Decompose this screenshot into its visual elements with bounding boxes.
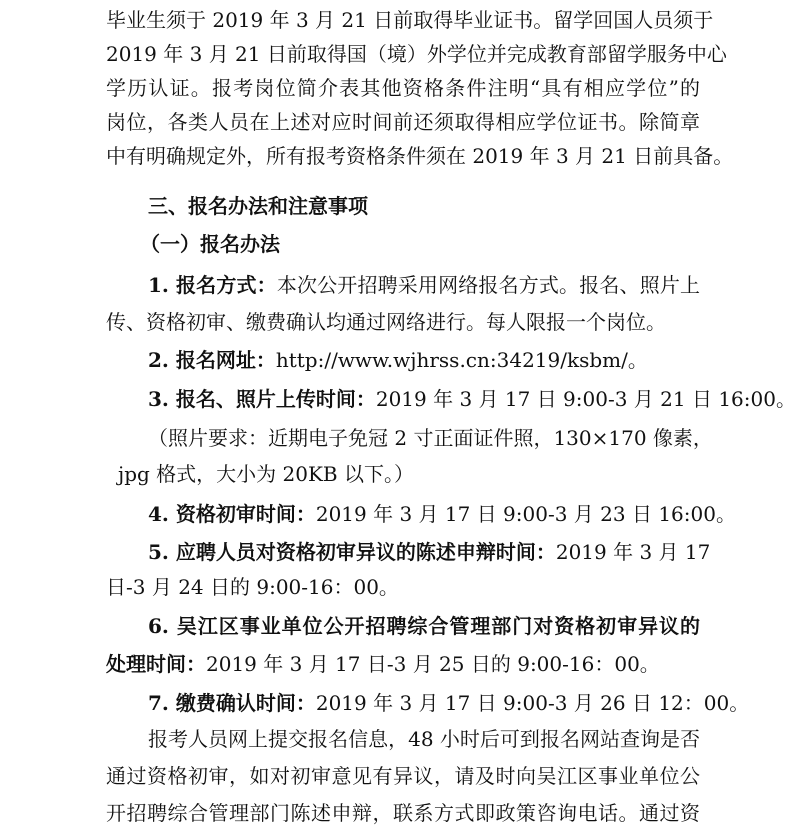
- subheading: （一）报名办法: [140, 232, 280, 256]
- body-line-1: 毕业生须于 2019 年 3 月 21 日前取得毕业证书。留学回国人员须于: [106, 8, 714, 32]
- item-5-line-1: [148, 535, 711, 569]
- item-1-line-1: [148, 268, 700, 302]
- item-3-note-line-1: （照片要求：近期电子免冠 2 寸正面证件照，130×170 像素，: [148, 426, 713, 450]
- item-6-line-1: 6. 吴江区事业单位公开招聘综合管理部门对资格初审异议的: [148, 614, 700, 638]
- closing-line-3: 开招聘综合管理部门陈述申辩，联系方式即政策咨询电话。通过资: [106, 801, 700, 825]
- item-7: [148, 686, 750, 720]
- item-4: [148, 497, 736, 531]
- item-3-label: 3. 报名、照片上传时间：: [148, 387, 376, 411]
- body-line-2: 2019 年 3 月 21 日前取得国（境）外学位并完成教育部留学服务中心: [106, 42, 727, 66]
- item-1-label: 1. 报名方式：: [148, 273, 277, 297]
- section-heading: 三、报名办法和注意事项: [148, 194, 368, 218]
- item-5-label: 5. 应聘人员对资格初审异议的陈述申辩时间：: [148, 540, 556, 564]
- closing-line-2: 通过资格初审，如对初审意见有异议，请及时向吴江区事业单位公: [106, 764, 700, 788]
- body-line-5: 中有明确规定外，所有报考资格条件须在 2019 年 3 月 21 日前具备。: [106, 144, 734, 168]
- item-7-text: 2019 年 3 月 17 日 9:00-3 月 26 日 12：00。: [315, 691, 750, 715]
- item-4-text: 2019 年 3 月 17 日 9:00-3 月 23 日 16:00。: [315, 502, 736, 526]
- item-1-line-2: 传、资格初审、缴费确认均通过网络进行。每人限报一个岗位。: [106, 310, 666, 334]
- item-2-label: 2. 报名网址：: [148, 348, 276, 372]
- item-7-label: 7. 缴费确认时间：: [148, 691, 316, 715]
- item-3: [148, 382, 796, 416]
- item-4-label: 4. 资格初审时间：: [148, 502, 316, 526]
- item-6-line-2: [106, 647, 700, 681]
- item-3-text: 2019 年 3 月 17 日 9:00-3 月 21 日 16:00。: [375, 387, 796, 411]
- item-5-text: 2019 年 3 月 17: [555, 540, 711, 564]
- item-6-label: 处理时间：: [106, 652, 206, 676]
- item-5-line-2: 日-3 月 24 日的 9:00-16：00。: [106, 575, 399, 599]
- item-2: [148, 343, 700, 377]
- body-line-4: 岗位，各类人员在上述对应时间前还须取得相应学位证书。除简章: [106, 110, 700, 134]
- item-6-text: 2019 年 3 月 17 日-3 月 25 日的 9:00-16：00。: [206, 652, 660, 676]
- item-1-text: 本次公开招聘采用网络报名方式。报名、照片上: [276, 273, 701, 297]
- closing-line-1: 报考人员网上提交报名信息，48 小时后可到报名网站查询是否: [148, 727, 700, 751]
- body-line-3: 学历认证。报考岗位简介表其他资格条件注明“具有相应学位”的: [106, 76, 700, 100]
- item-2-url: http://www.wjhrss.cn:34219/ksbm/。: [275, 348, 648, 372]
- item-3-note-line-2: jpg 格式，大小为 20KB 以下。）: [118, 462, 414, 486]
